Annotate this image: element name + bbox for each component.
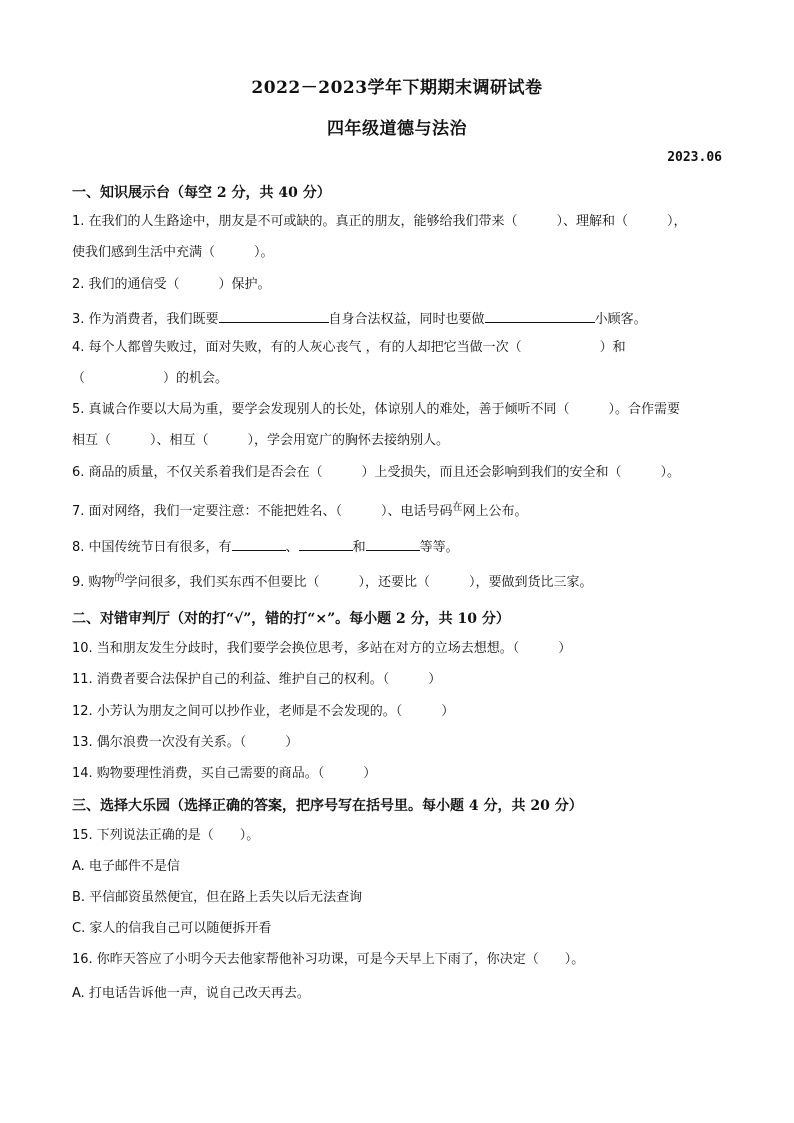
question-5-line-1: 5. 真诚合作要以大局为重，要学会发现别人的长处，体谅别人的难处，善于倾听不同（ ）。合作需要 [72,402,681,417]
question-12: 12. 小芳认为朋友之间可以抄作业，老师是不会发现的。（ ） [72,704,455,719]
question-6: 6. 商品的质量，不仅关系着我们是否会在（ ）上受损失，而且还会影响到我们的安全和（ ）。 [72,465,681,480]
answer-blank [219,308,329,323]
question-15-option-b: B. 平信邮资虽然便宜，但在路上丢失以后无法查询 [72,890,363,905]
question-8-part-3: 和 [352,540,366,555]
question-1-line-2: 使我们感到生活中充满（ ）。 [72,245,274,260]
question-5-line-2: 相互（ ）、相互（ ），学会用宽广的胸怀去接纳别人。 [72,433,450,448]
question-7-part-1: 7. 面对网络，我们一定要注意：不能把姓名、（ ）、电话号码 [72,504,453,519]
question-16: 16. 你昨天答应了小明今天去他家帮他补习功课，可是今天早上下雨了，你决定（ ）。 [72,952,585,967]
exam-date: 2023.06 [667,150,722,165]
question-15-option-c: C. 家人的信我自己可以随便拆开看 [72,921,272,936]
question-7 [72,503,528,522]
answer-blank [366,536,420,551]
question-3-part-2: 自身合法权益，同时也要做 [328,312,485,327]
question-7-superscript: 在 [452,502,463,513]
question-3-part-1: 3. 作为消费者，我们既要 [72,312,219,327]
question-7-part-2: 网上公布。 [462,504,528,519]
question-8-part-2: 、 [285,540,299,555]
question-9-superscript: 的 [114,573,125,584]
question-13: 13. 偶尔浪费一次没有关系。（ ） [72,735,299,750]
question-10: 10. 当和朋友发生分歧时，我们要学会换位思考，多站在对方的立场去想想。（ ） [72,641,572,656]
question-9-part-2: 学问很多，我们买东西不但要比（ ），还要比（ ），要做到货比三家。 [124,575,593,590]
question-3 [72,308,647,329]
answer-blank [485,308,595,323]
question-14: 14. 购物要理性消费，买自己需要的商品。（ ） [72,766,377,781]
section-3-heading: 三、选择大乐园（选择正确的答案，把序号写在括号里。每小题 4 分，共 20 分） [72,798,583,814]
question-16-option-a: A. 打电话告诉他一声，说自己改天再去。 [72,986,310,1001]
question-9 [72,574,593,593]
question-11: 11. 消费者要合法保护自己的利益、维护自己的权利。（ ） [72,672,442,687]
question-1-line-1: 1. 在我们的人生路途中，朋友是不可或缺的。真正的朋友，能够给我们带来（ ）、理解和（ ）， [72,214,687,229]
question-15-option-a: A. 电子邮件不是信 [72,859,180,874]
question-3-part-3: 小顾客。 [594,312,647,327]
exam-subtitle: 四年级道德与法治 [327,119,467,139]
question-9-part-1: 9. 购物 [72,575,115,590]
section-1-heading: 一、知识展示台（每空 2 分，共 40 分） [72,185,331,201]
question-8-part-1: 8. 中国传统节日有很多，有 [72,540,232,555]
question-8-part-4: 等等。 [419,540,459,555]
exam-title: 2022－2023学年下期期末调研试卷 [251,78,543,98]
answer-blank [299,536,353,551]
question-15: 15. 下列说法正确的是（ ）。 [72,828,260,843]
question-4-line-2: （ ）的机会。 [72,371,229,386]
question-2: 2. 我们的通信受（ ）保护。 [72,277,271,292]
section-2-heading: 二、对错审判厅（对的打“√”，错的打“×”。每小题 2 分，共 10 分） [72,611,510,627]
question-4-line-1: 4. 每个人都曾失败过，面对失败，有的人灰心丧气 ，有的人却把它当做一次（ ）和 [72,340,626,355]
answer-blank [232,536,286,551]
question-8 [72,536,459,557]
